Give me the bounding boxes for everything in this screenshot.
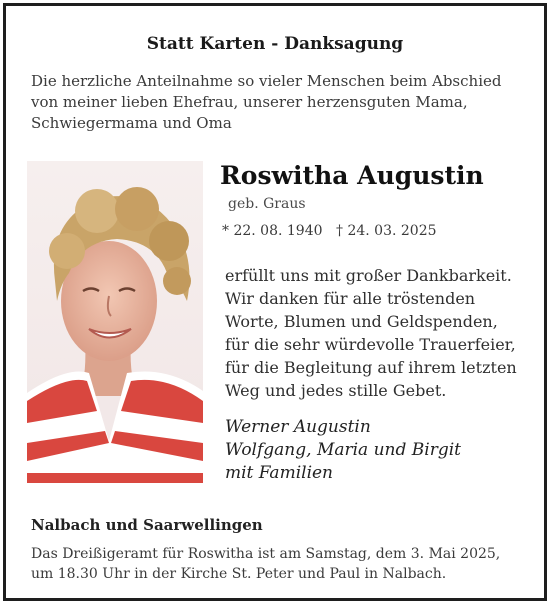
obituary-card	[3, 3, 547, 601]
notice-line: um 18.30 Uhr in der Kirche St. Peter und Paul in Nalbach.	[31, 566, 447, 582]
thanks-line: Wir danken für alle tröstenden	[225, 289, 476, 308]
thanks-line: Worte, Blumen und Geldspenden,	[225, 312, 498, 331]
intro-line: Schwiegermama und Oma	[31, 114, 232, 132]
intro-line: Die herzliche Anteilnahme so vieler Menschen beim Abschied	[31, 72, 502, 90]
maiden-name: geb. Graus	[228, 196, 306, 212]
portrait-illustration	[27, 161, 203, 483]
death-date: † 24. 03. 2025	[336, 223, 437, 239]
thanks-line: für die sehr würdevolle Trauerfeier,	[225, 335, 516, 354]
place-line: Nalbach und Saarwellingen	[31, 516, 263, 534]
memorial-notice	[31, 544, 536, 584]
notice-line: Das Dreißigeramt für Roswitha ist am Samstag, dem 3. Mai 2025,	[31, 546, 501, 562]
portrait-photo	[27, 161, 203, 483]
deceased-name: Roswitha Augustin	[220, 161, 484, 190]
signature-line: Werner Augustin	[225, 417, 371, 437]
signatures	[225, 416, 461, 485]
thanks-line: erfüllt uns mit großer Dankbarkeit.	[225, 266, 512, 285]
thanks-text	[225, 264, 535, 402]
intro-line: von meiner lieben Ehefrau, unserer herzensguten Mama,	[31, 93, 468, 111]
card-heading: Statt Karten - Danksagung	[146, 34, 404, 54]
signature-line: Wolfgang, Maria und Birgit	[225, 440, 461, 460]
signature-line: mit Familien	[225, 463, 334, 483]
thanks-line: Weg und jedes stille Gebet.	[225, 381, 447, 400]
thanks-line: für die Begleitung auf ihrem letzten	[225, 358, 517, 377]
intro-text	[31, 71, 531, 134]
birth-date: * 22. 08. 1940	[222, 223, 323, 239]
